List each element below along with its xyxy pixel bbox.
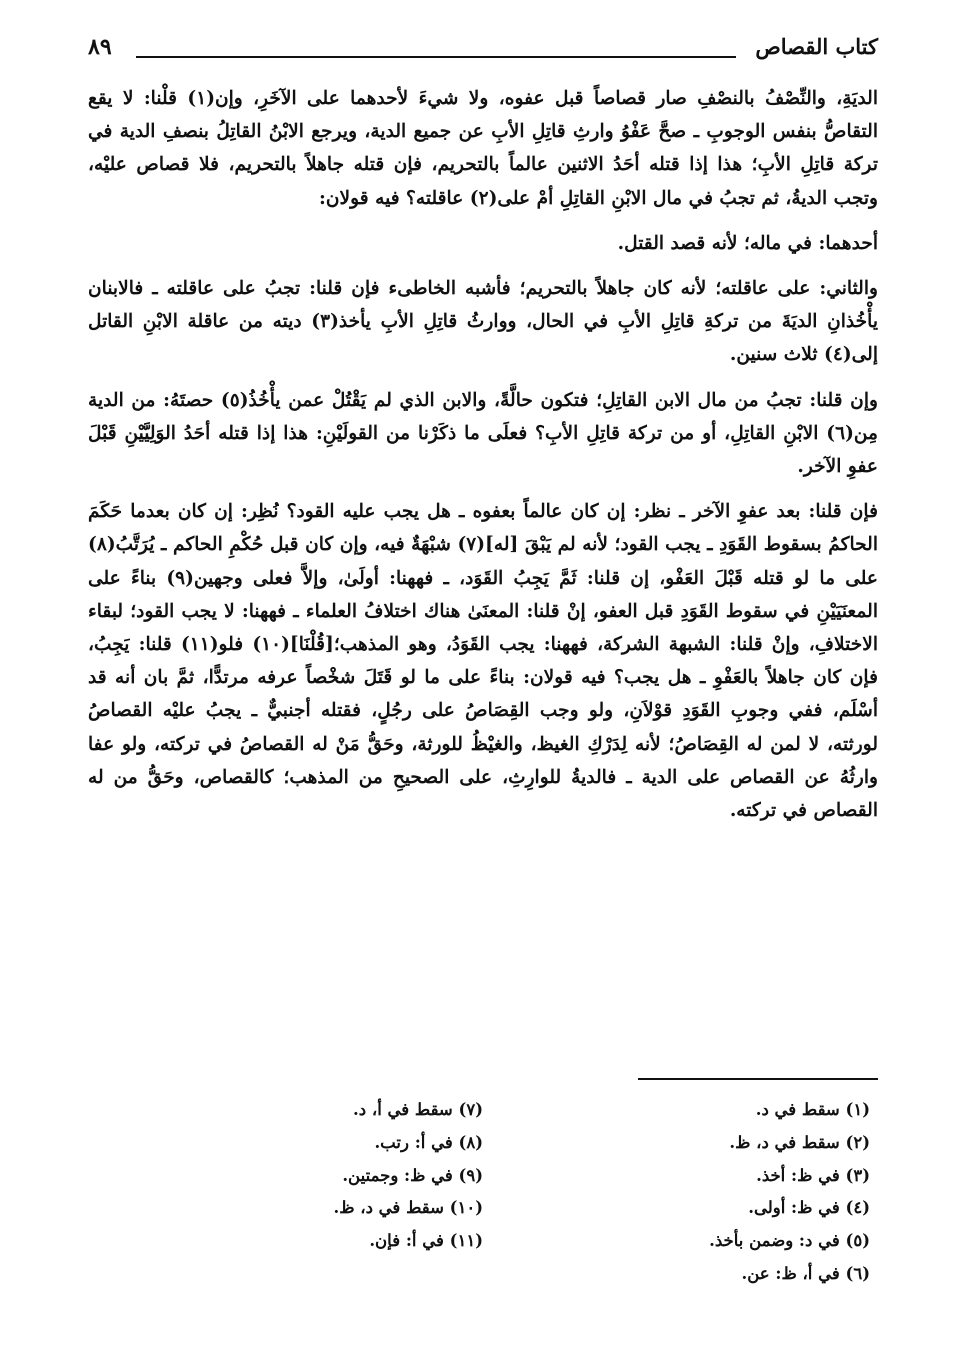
footnote: (٩) في ظ: وجمتين. (342, 1165, 483, 1185)
paragraph: فإن قلنا: بعد عفوِ الآخر ـ نظر: إن كان عالماً بعفوه ـ هل يجب عليه القود؟ نُظِر: إن كان بعدما حَكَمَ الحاكمُ بسقوط القَوَدِ ـ يجب القود؛ لأنه لم يَبْقَ [له](٧) شبْهَةٌ فيه، وإن كان قبل حُكْمِ الحاكم ـ يُرَتَّبُ(٨) على ما لو قتله قَبْلَ العَفْو، إن قلنا: ثَمَّ يَجِبُ القَوَد، ـ فههنا: أولَىٰ، وإلاَّ فعلى وجهين(٩) بناءً على المعنَيَيْنِ في سقوط القَوَدِ قبل العفو، إنْ قلنا: المعنَىٰ هناك اختلافُ العلماء ـ فههنا: لا يجب القود؛ لبقاء الاختلافِ، وإنْ قلنا: الشبهة الشركة، فههنا: يجب القَوَدُ، وهو المذهب؛[قُلْنَا](١٠) فلو(١١) قلنا: يَجِبُ، فإن كان جاهلاً بالعَفْوِ ـ هل يجب؟ فيه قولان: بناءً على ما لو قَتَلَ شخْصاً عرفه مرتدًّا، ثمَّ بان أنه قد أسْلَم، ففي وجوبِ القَوَدِ قوْلاَنِ، ولو وجب القِصَاصُ على رجُلٍ، فقتله أجنبيٌّ ـ يجبُ عليْه القصاصُ لورثته، لا لمن له القِصَاصُ؛ لأنه لِدَرْكِ الغيظ، والغيْظُ للورثة، وحَقُّ مَنْ له القصاصُ في تركته، ولو عفا وارثُهُ عن القصاص على الدية ـ فالديةُ للوارِثِ، على الصحيحِ من المذهب؛ كالقصاص، وحَقُّ من له القصاص في تركته. (88, 501, 879, 822)
footnote: (٤) في ظ: أولى. (748, 1198, 870, 1218)
paragraph: الديَةِ، والنِّصْفُ بالنصْفِ صار قصاصاً قبل عفوه، ولا شيءَ لأحدهما على الآخَرِ، وإن(١) قلْنا: لا يقع التقاصُّ بنفس الوجوبِ ـ صحَّ عَفْوُ وارثِ قاتِلِ الأبِ عن جميع الدية، ويرجع الابْنُ القاتِلُ بنصفِ الدية في تركة قاتِلِ الأبِ؛ هذا إذا قتله أحَدُ الاثنين عالماً بالتحريم، فإن قتله جاهلاً بالتحريم، فلا قصاص عليْه، وتجب الديةُ، ثم تجبُ في مال الابْنِ القاتِلِ أمْ على(٢) عاقلته؟ فيه قولان: (88, 88, 879, 209)
header-rule (136, 56, 736, 58)
footnote-column-left (183, 1094, 483, 1258)
paragraph: أحدهما: في ماله؛ لأنه قصد القتل. (617, 232, 878, 254)
footnote: (٧) سقط في أ، د. (353, 1100, 483, 1119)
book-page (88, 30, 878, 1340)
footnote: (١) سقط في د. (755, 1100, 870, 1119)
footnote: (١٠) سقط في د، ظ. (333, 1198, 483, 1218)
footnote: (٨) في أ: رتب. (374, 1132, 483, 1152)
footnote: (٥) في د: وضمن بأخذ. (709, 1231, 870, 1251)
footnote: (٣) في ظ: أخذ. (756, 1165, 870, 1185)
paragraph: وإن قلنا: تجبُ من مال الابن القاتِلِ؛ فتكون حالَّةً، والابن الذي لم يَقْتُلْ عمن يأْخُذُ(٥) حصتَهُ: من الدية مِن(٦) الابْنِ القاتِلِ، أو من تركة قاتِلِ الأبِ؟ فعلَى ما ذكَرْنا من القولَيْنِ: هذا إذا قتله أحَدُ الوَلِيَّيْنِ قَبْلَ عفوِ الآخر. (88, 389, 878, 478)
book-title: كتاب القصاص (755, 34, 878, 59)
footnote-column-right (570, 1094, 870, 1291)
page-number: ٨٩ (88, 34, 112, 60)
footnote: (٦) في أ، ظ: عن. (741, 1263, 870, 1283)
page-header (88, 30, 878, 74)
footnote: (٢) سقط في د، ظ. (729, 1132, 870, 1152)
footnotes (88, 1078, 878, 1308)
footnote-rule (638, 1078, 878, 1080)
paragraph: والثاني: على عاقلته؛ لأنه كان جاهلاً بالتحريم؛ فأشبه الخاطىء فإن قلنا: تجبُ على عاقلته ـ فالابنان يأْخُذانِ الديَةَ من تركةِ قاتِلِ الأبِ في الحال، ووارثُ قاتِلِ الأبِ يأخذ(٣) ديته من عاقلة الابْنِ القاتل إلى(٤) ثلاث سنين. (88, 278, 879, 366)
footnote: (١١) في أ: فإن. (369, 1231, 483, 1251)
main-text (88, 82, 878, 839)
